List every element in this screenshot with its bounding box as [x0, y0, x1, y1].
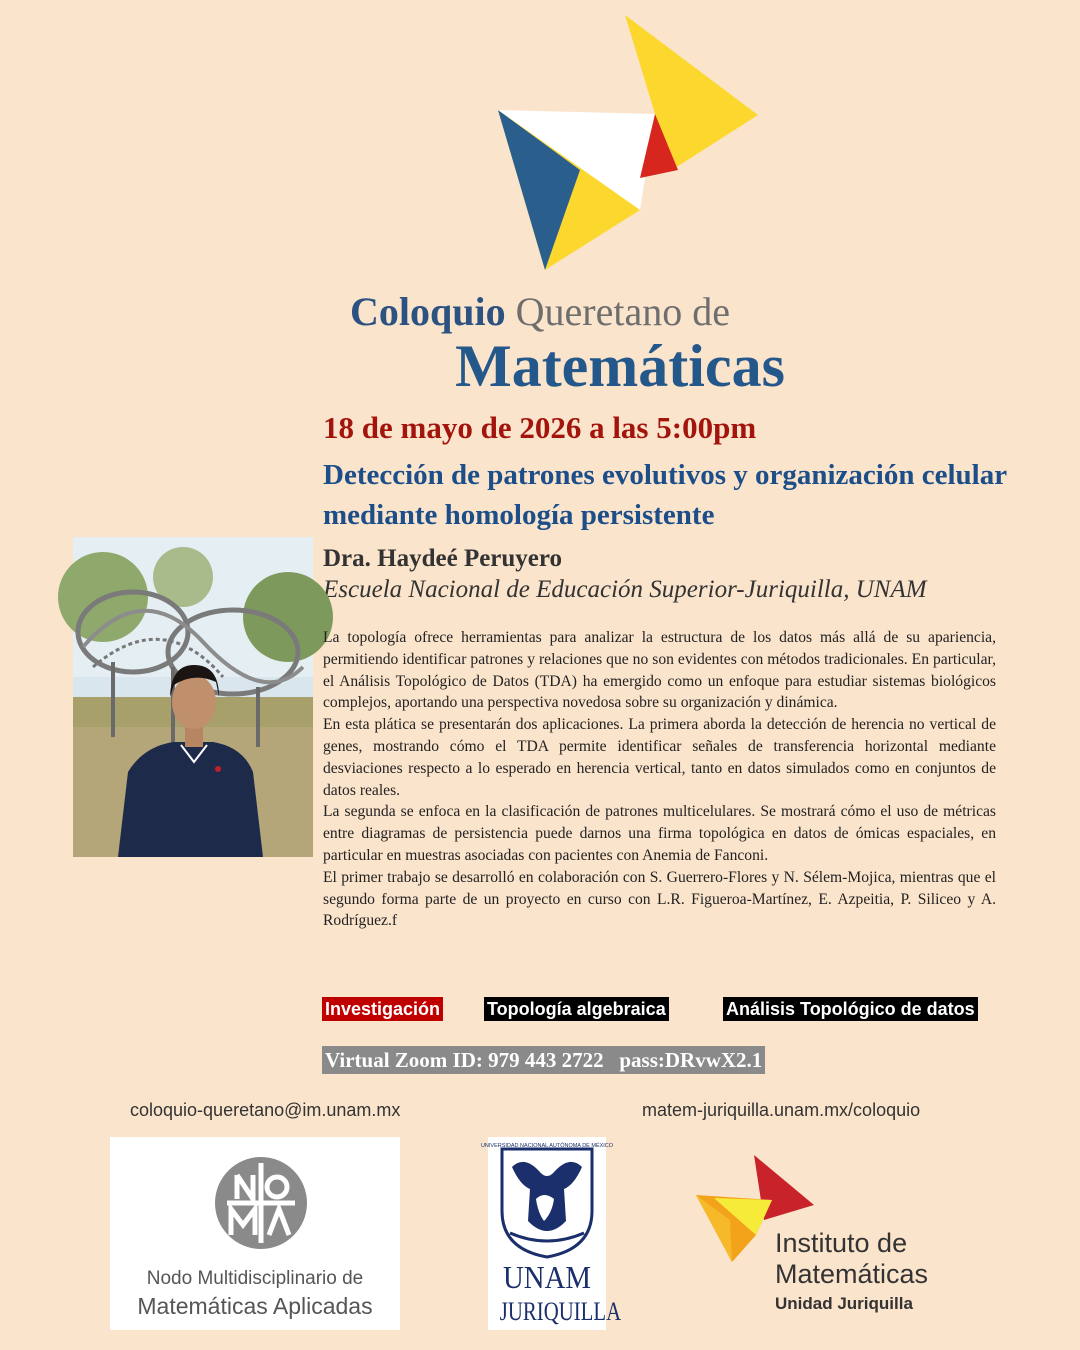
talk-title: Detección de patrones evolutivos y organización celular mediante homología persistente [323, 459, 1007, 531]
tag-topologia-algebraica: Topología algebraica [484, 997, 669, 1021]
coloquio-logo [490, 10, 770, 280]
unam-seal-text: UNIVERSIDAD NACIONAL AUTÓNOMA DE MÉXICO [480, 1143, 614, 1149]
nodo-name-line1: Nodo Multidisciplinario de [146, 1268, 364, 1289]
speaker-photo [73, 537, 313, 857]
instituto-name-line1: Instituto de [775, 1228, 908, 1258]
nodo-emblem-icon [213, 1155, 309, 1251]
brand-light: Queretano de [515, 289, 730, 334]
event-date: 18 de mayo de 2026 a las 5:00pm [323, 410, 757, 445]
contact-email[interactable]: coloquio-queretano@im.unam.mx [130, 1100, 401, 1120]
abstract-paragraph: En esta plática se presentarán dos aplicaciones. La primera aborda la detección de herencia no vertical de genes, mostrando cómo el TDA permite identificar señales de transferencia horizontal mediante desviaciones respecto a lo esperado en herencia vertical, tanto en datos simulados como en conjuntos de datos reales. [323, 716, 996, 799]
tag-investigacion: Investigación [322, 997, 443, 1021]
zoom-info[interactable]: Virtual Zoom ID: 979 443 2722 pass:DRvwX2.1 [322, 1046, 765, 1074]
abstract-paragraph: El primer trabajo se desarrolló en colaboración con S. Guerrero-Flores y N. Sélem-Mojica, mientras que el segundo forma parte de un proyecto en curso con L.R. Figueroa-Martínez, E. Azpeitia, P. Siliceo y A. Rodríguez.f [323, 868, 996, 930]
tag-analisis-topologico: Análisis Topológico de datos [723, 997, 978, 1021]
unam-seal-ribbon [480, 1139, 614, 1149]
nodo-logo [110, 1137, 400, 1330]
speaker-name: Dra. Haydeé Peruyero [323, 545, 563, 572]
instituto-name-line2: Matemáticas [775, 1259, 929, 1289]
instituto-unit: Unidad Juriquilla [775, 1294, 913, 1313]
brand-line2: Matemáticas [455, 333, 785, 399]
abstract-paragraph: La topología ofrece herramientas para analizar la estructura de los datos más allá de su apariencia, permitiendo identificar patrones y relaciones que no son evidentes con métodos tradicionales. En particular, el Análisis Topológico de Datos (TDA) ha emergido como un enfoque para estudiar sistemas biológicos complejos, aportando una perspectiva novedosa sobre su organización y dinámica. [323, 629, 996, 712]
unam-logo [480, 1137, 622, 1330]
unam-seal-icon [494, 1141, 600, 1259]
speaker-affiliation: Escuela Nacional de Educación Superior-Juriquilla, UNAM [323, 576, 927, 603]
unam-label: UNAM [502, 1259, 592, 1295]
nodo-name-line2: Matemáticas Aplicadas [137, 1293, 373, 1319]
talk-abstract [323, 627, 996, 932]
brand-line1 [0, 288, 1080, 335]
brand-bold: Coloquio [350, 289, 506, 334]
contact-website[interactable]: matem-juriquilla.unam.mx/coloquio [642, 1100, 921, 1120]
abstract-paragraph: La segunda se enfoca en la clasificación de patrones multicelulares. Se mostrará cómo el uso de métricas entre diagramas de persistencia puede darnos una firma topológica en datos de ómicas espaciales, en particular en muestras asociadas con pacientes con Anemia de Fanconi. [323, 803, 996, 864]
juriquilla-label: JURIQUILLA [499, 1297, 622, 1326]
